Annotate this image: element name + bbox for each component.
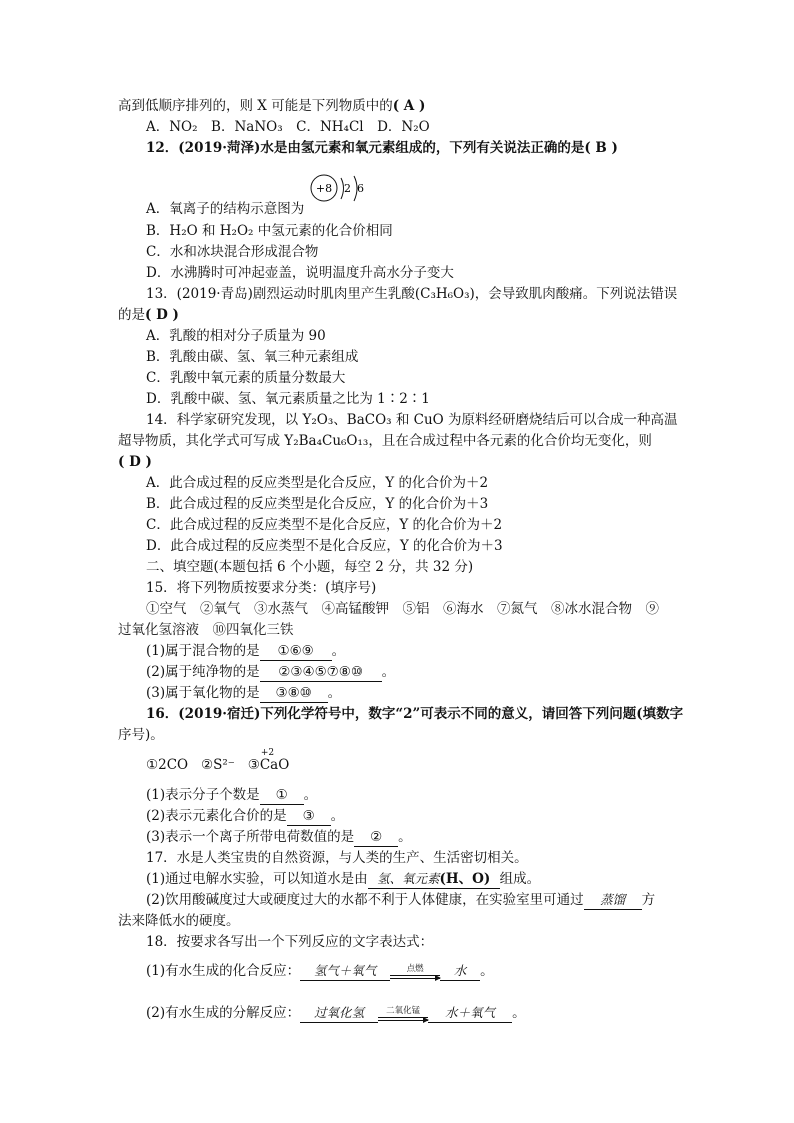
q16-stem-1: 16．(2019·宿迁)下列化学符号中，数字“2”可表示不同的意义，请回答下列问题(填数字: [146, 706, 684, 722]
q16-end-3: 。: [398, 829, 412, 845]
q18-condition-1: [390, 965, 440, 979]
q16-prompt-3: (3)表示一个离子所带电荷数值的是: [146, 829, 355, 845]
q16-stem-2: 序号)。: [118, 727, 164, 743]
q16-part-1: [146, 786, 317, 805]
q18-arrow-2: [378, 1020, 428, 1021]
q17-stem: 17．水是人类宝贵的自然资源，与人类的生产、生活密切相关。: [146, 850, 528, 866]
q13-answer: ( D ): [145, 307, 179, 323]
q12-option-a: A．氧离子的结构示意图为: [146, 201, 305, 217]
q16-formula: CaO: [259, 757, 290, 773]
q13-stem-2-line: [118, 306, 179, 324]
q18-prompt-2: (2)有水生成的分解反应：: [146, 1005, 301, 1021]
q15-answer-2: ②③④⑤⑦⑧⑩: [260, 663, 382, 682]
q16-prompt-1: (1)表示分子个数是: [146, 787, 260, 803]
q17-answer-1-handwritten: 氢、氧元素: [376, 871, 440, 886]
shell-1-electrons: 2: [344, 182, 351, 195]
q13-option-d: D．乳酸中碳、氢、氧元素质量之比为 1∶2∶1: [146, 391, 430, 407]
q17-answer-1-symbols: (H、O): [439, 871, 491, 887]
q14-answer: ( D ): [118, 454, 152, 470]
q16-symbols: [146, 748, 290, 774]
q16-symbol-3-label: ③: [247, 757, 260, 773]
q16-end-1: 。: [303, 787, 318, 803]
q14-stem-2: 超导物质，其化学式可写成 Y₂Ba₄Cu₆O₁₃，且在合成过程中各元素的化合价均无变化，则: [118, 433, 652, 449]
q15-answer-3: ③⑧⑩: [260, 684, 328, 703]
q12-stem-line: [146, 139, 618, 157]
q15-end-2: 。: [381, 664, 396, 680]
q18-product-2: 水＋氧气: [428, 1004, 512, 1023]
q15-end-3: 。: [327, 685, 342, 701]
q18-end-2: 。: [512, 1005, 526, 1021]
q16-symbol-2: ②S²⁻: [200, 757, 235, 773]
q17-answer-2: 蒸馏: [584, 891, 642, 910]
q17-answer-1: [368, 870, 500, 889]
q14-option-c: C．此合成过程的反应类型不是化合反应，Y 的化合价为＋2: [146, 517, 503, 533]
q18-condition-2: [378, 1007, 428, 1021]
q13-option-c: C．乳酸中氧元素的质量分数最大: [146, 370, 346, 386]
q17-prompt-2: (2)饮用酸碱度过大或硬度过大的水都不利于人体健康，在实验室里可通过: [146, 892, 584, 908]
q13-stem-2: 的是: [118, 307, 145, 323]
q14-option-d: D．此合成过程的反应类型不是化合反应，Y 的化合价为＋3: [146, 538, 503, 554]
q11-tail-line: [118, 97, 425, 115]
q17-part-1: [146, 870, 540, 889]
q16-valence: +2: [260, 748, 275, 758]
q15-prompt-3: (3)属于氧化物的是: [146, 685, 260, 701]
q15-prompt-2: (2)属于纯净物的是: [146, 664, 260, 680]
nucleus-charge: +8: [315, 182, 333, 195]
q14-stem-1: 14．科学家研究发现，以 Y₂O₃、BaCO₃ 和 CuO 为原料经研磨烧结后可以合成一种高温: [146, 412, 678, 428]
q16-stem-1-line: [146, 705, 683, 723]
q18-reactants-2: 过氧化氢: [300, 1004, 378, 1023]
q18-arrow-1: [390, 978, 440, 979]
q12-answer: ( B ): [584, 140, 618, 156]
q11-options: A．NO₂ B．NaNO₃ C．NH₄Cl D．N₂O: [146, 119, 430, 135]
q12-stem: 12．(2019·菏泽)水是由氢元素和氧元素组成的，下列有关说法正确的是: [146, 140, 585, 156]
q18-product-1: 水: [440, 962, 480, 981]
q18-condition-1-text: 点燃: [406, 963, 424, 974]
q18-end-1: 。: [480, 963, 494, 979]
q12-option-c: C．水和冰块混合形成混合物: [146, 244, 319, 260]
shell-2-electrons: 6: [357, 182, 364, 195]
q14-option-b: B．此合成过程的反应类型是化合反应，Y 的化合价为＋3: [146, 496, 489, 512]
q16-part-3: [146, 828, 412, 847]
q16-symbol-3: [259, 748, 290, 774]
q18-part-2: [146, 1004, 526, 1023]
q15-part-2: [146, 663, 395, 682]
q18-prompt-1: (1)有水生成的化合反应：: [146, 963, 301, 979]
q15-end-1: 。: [331, 643, 346, 659]
q15-prompt-1: (1)属于混合物的是: [146, 643, 260, 659]
q16-part-2: [146, 807, 344, 826]
q13-option-b: B．乳酸由碳、氢、氧三种元素组成: [146, 349, 359, 365]
q18-condition-1-bar: [390, 975, 440, 976]
q17-end-1: 组成。: [499, 871, 541, 887]
q16-answer-2: ③: [287, 807, 331, 826]
q15-part-1: [146, 642, 345, 661]
q12-option-d: D．水沸腾时可冲起壶盖，说明温度升高水分子变大: [146, 265, 454, 281]
q16-answer-1: ①: [260, 786, 304, 805]
q18-condition-2-bar: [378, 1017, 428, 1018]
q13-option-a: A．乳酸的相对分子质量为 90: [146, 328, 326, 344]
q15-stem: 15．将下列物质按要求分类：(填序号): [146, 580, 377, 596]
q17-part-2: [146, 891, 655, 910]
q15-list-1: ①空气 ②氧气 ③水蒸气 ④高锰酸钾 ⑤铝 ⑥海水 ⑦氮气 ⑧冰水混合物 ⑨: [146, 601, 659, 617]
q15-list-2: 过氧化氢溶液 ⑩四氧化三铁: [118, 622, 294, 638]
q14-option-a: A．此合成过程的反应类型是化合反应，Y 的化合价为＋2: [146, 475, 489, 491]
q16-symbol-1: ①2CO: [146, 757, 189, 773]
q17-part-2b: 法来降低水的硬度。: [118, 913, 240, 929]
q18-reactants-1: 氢气＋氧气: [300, 962, 390, 981]
q18-condition-2-text: 二氧化锰: [386, 1005, 421, 1016]
q18-part-1: [146, 962, 494, 981]
q11-tail-text: 高到低顺序排列的，则 X 可能是下列物质中的: [118, 98, 393, 114]
q16-prompt-2: (2)表示元素化合价的是: [146, 808, 287, 824]
q18-stem: 18．按要求各写出一个下列反应的文字表达式：: [146, 934, 434, 950]
q16-end-2: 。: [330, 808, 345, 824]
q17-prompt-1: (1)通过电解水实验，可以知道水是由: [146, 871, 368, 887]
oxygen-ion-structure-diagram: [308, 172, 368, 216]
q11-answer: ( A ): [392, 98, 426, 114]
q16-answer-3: ②: [354, 828, 398, 847]
section-2-title: 二、填空题(本题包括 6 个小题，每空 2 分，共 32 分): [146, 559, 474, 575]
q17-end-2: 方: [641, 892, 656, 908]
q15-answer-1: ①⑥⑨: [260, 642, 332, 661]
q13-stem-1: 13．(2019·青岛)剧烈运动时肌肉里产生乳酸(C₃H₆O₃)，会导致肌肉酸痛。下列说法错误: [146, 286, 678, 302]
q15-part-3: [146, 684, 341, 703]
q12-option-b: B．H₂O 和 H₂O₂ 中氢元素的化合价相同: [146, 223, 393, 239]
